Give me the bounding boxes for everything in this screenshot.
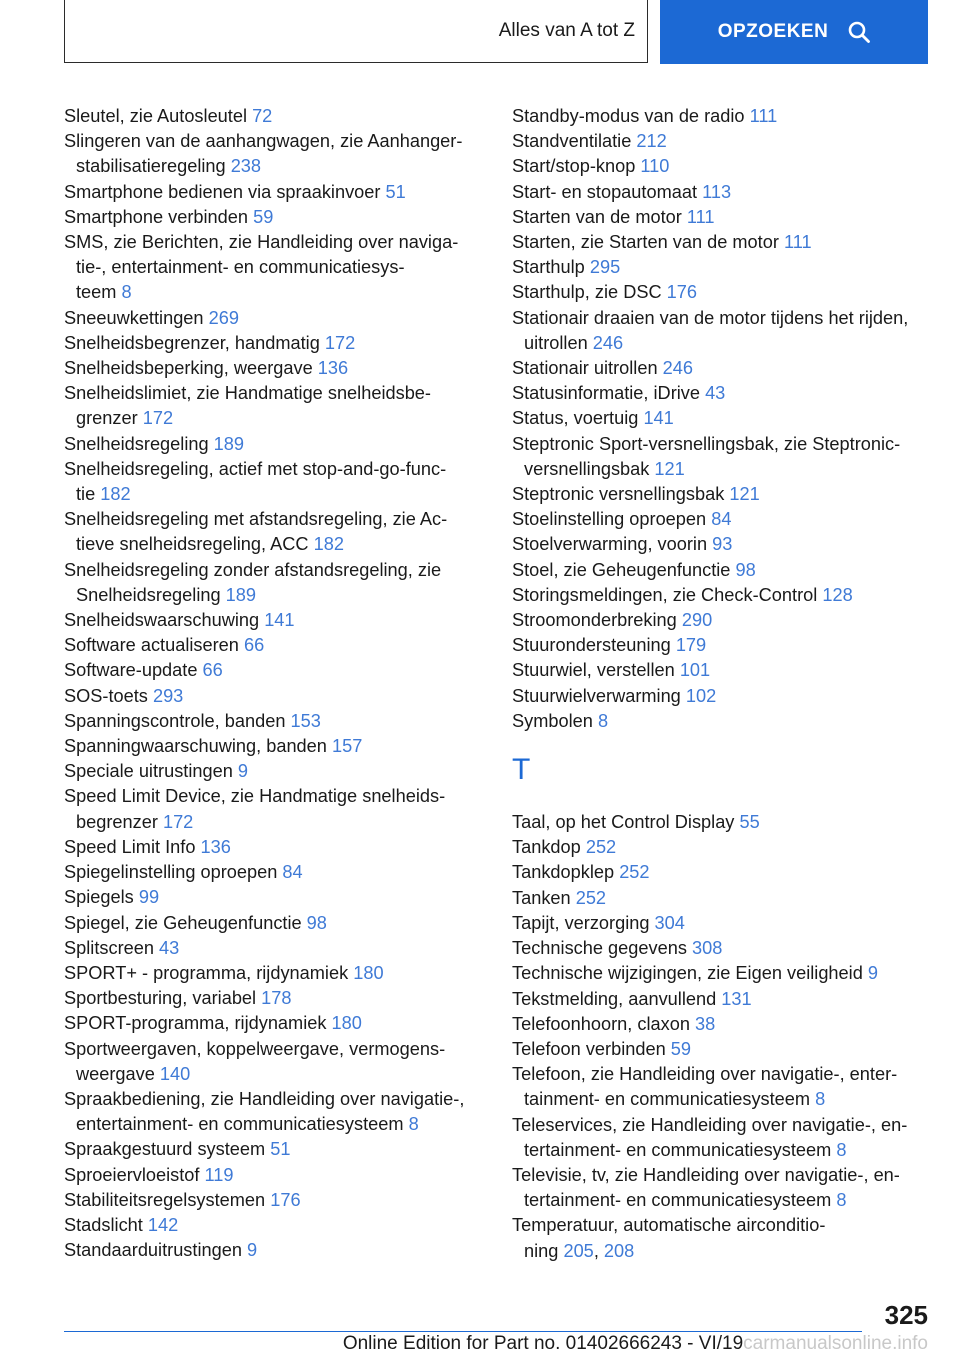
index-entry	[512, 886, 932, 911]
index-entry	[512, 482, 932, 507]
index-entry	[512, 129, 932, 154]
index-entry	[512, 835, 932, 860]
tab-a-to-z[interactable]	[64, 0, 648, 63]
index-entry-text: Tankdopklep	[512, 862, 620, 883]
index-entry-text: tainment- en communicatiesysteem	[524, 1089, 816, 1110]
index-entry-text: Taal, op het Control Display	[512, 812, 740, 833]
page-link[interactable]: 38	[695, 1013, 716, 1034]
index-entry-text: Stuurwiel, verstellen	[512, 660, 680, 681]
index-entry-text: SOS-toets	[64, 685, 153, 706]
index-entry-text: Speciale uitrustingen	[64, 761, 238, 782]
index-entry	[64, 684, 484, 709]
page-link[interactable]: 290	[681, 610, 713, 631]
index-entry-text: stabilisatieregeling	[76, 156, 231, 177]
page-link[interactable]: 172	[162, 811, 194, 832]
page-link[interactable]: 128	[822, 584, 853, 605]
page-link[interactable]: 180	[331, 1013, 362, 1034]
index-entry-text: Sportbesturing, variabel	[64, 988, 262, 1009]
index-entry	[64, 230, 484, 306]
index-entry	[64, 885, 484, 910]
watermark-logo: carmanualsonline.info	[743, 1333, 928, 1354]
page-link[interactable]: 84	[282, 862, 303, 883]
index-entry-text: Software-update	[64, 660, 203, 681]
page-link[interactable]: 246	[662, 358, 693, 379]
index-entry-text: Snelheidsregeling	[76, 584, 226, 605]
page-link[interactable]: 121	[729, 484, 760, 505]
index-entry-text: Standaarduitrustingen	[64, 1240, 248, 1261]
index-entry-text: Stoelverwarming, voorin	[512, 534, 713, 555]
page-link[interactable]: 140	[159, 1063, 191, 1084]
index-entry	[512, 860, 932, 885]
footer-edition: Online Edition for Part no. 01402666243 - VI/19	[342, 1333, 744, 1354]
page-link[interactable]: 295	[589, 257, 621, 278]
index-entry	[512, 558, 932, 583]
index-entry	[512, 658, 932, 683]
index-entry	[64, 1188, 484, 1213]
page-link[interactable]: 8	[408, 1114, 419, 1135]
page-link[interactable]: 8	[815, 1089, 826, 1110]
index-entry-text: Speed Limit Device, zie Handmatige snelheids-	[64, 786, 446, 807]
index-entry	[512, 356, 932, 381]
page-link[interactable]: 131	[721, 988, 752, 1009]
index-entry-text: Stabiliteitsregelsystemen	[64, 1189, 271, 1210]
index-entry	[64, 1137, 484, 1162]
index-entry-text: Standby-modus van de radio	[512, 106, 750, 126]
page-link[interactable]: 141	[264, 610, 295, 631]
index-entry-text: Storingsmeldingen, zie Check-Control	[512, 584, 823, 605]
index-entry	[64, 306, 484, 331]
tab-a-to-z-label: Alles van A tot Z	[498, 20, 635, 41]
index-entry-text: Sneeuwkettingen	[64, 307, 209, 328]
index-entry	[512, 1163, 932, 1213]
index-entry	[64, 457, 484, 507]
index-entry	[512, 507, 932, 532]
page-link[interactable]: 182	[313, 534, 344, 555]
index-entry: Temperatuur, automatische airconditio- ning 205, 208	[512, 1215, 826, 1261]
index-entry-text: Spanningscontrole, banden	[64, 710, 291, 731]
page-link[interactable]: 101	[679, 660, 711, 681]
index-entry	[64, 734, 484, 759]
index-entry-text: Start- en stopautomaat	[512, 181, 703, 202]
page-link[interactable]: 269	[208, 307, 239, 328]
page-link[interactable]: 111	[686, 206, 715, 227]
page-link[interactable]: 111	[783, 232, 812, 253]
page-link[interactable]: 102	[685, 685, 717, 706]
index-entry	[64, 835, 484, 860]
page-link[interactable]: 308	[691, 938, 723, 959]
index-entry-text: Starthulp	[512, 257, 590, 278]
index-entry-text: Technische gegevens	[512, 938, 692, 959]
page-link[interactable]: 252	[585, 837, 617, 858]
page-link[interactable]: 157	[331, 736, 363, 757]
search-button[interactable]	[660, 0, 928, 64]
index-entry	[64, 104, 484, 129]
index-entry-text: Snelheidsregeling zonder afstandsregeling, zie	[64, 559, 442, 580]
page-link[interactable]: 304	[654, 912, 685, 933]
page-link[interactable]: 179	[675, 635, 707, 656]
page-link[interactable]: 43	[159, 937, 180, 958]
page-link[interactable]: 178	[261, 988, 292, 1009]
index-entry-text: Snelheidsregeling met afstandsregeling, zie Ac-	[64, 509, 448, 530]
page-link[interactable]: 9	[247, 1240, 258, 1261]
index-entry	[512, 1037, 932, 1062]
index-entry-text: SMS, zie Berichten, zie Handleiding over naviga-	[64, 232, 459, 253]
index-entry-text: Spiegelinstelling oproepen	[64, 862, 283, 883]
index-entry-text: tertainment- en communicatiesysteem	[524, 1139, 837, 1160]
page-link[interactable]: 59	[253, 206, 274, 227]
index-entry-text: Stationair uitrollen	[512, 358, 663, 379]
index-entry-text: Spraakbediening, zie Handleiding over navigatie-,	[64, 1088, 465, 1109]
index-entry	[512, 406, 932, 431]
index-entry	[512, 280, 932, 305]
magnifier-icon	[848, 21, 870, 43]
index-entry-text: Telefoonhoorn, claxon	[512, 1013, 696, 1034]
index-entry-text: Temperatuur, automatische airconditio-	[512, 1215, 826, 1236]
page-link[interactable]: 51	[385, 181, 406, 202]
index-entry	[512, 911, 932, 936]
index-entry	[64, 205, 484, 230]
page-link[interactable]: 172	[142, 408, 174, 429]
index-entry	[64, 129, 484, 179]
index-entry	[64, 1163, 484, 1188]
index-entry-text: Statusinformatie, iDrive	[512, 383, 706, 404]
index-entry-text: Status, voertuig	[512, 408, 644, 429]
index-entry	[512, 104, 932, 129]
page-link[interactable]: 8	[836, 1139, 847, 1160]
page-link[interactable]: 98	[306, 912, 327, 933]
index-entry-text: Snelheidswaarschuwing	[64, 610, 265, 631]
index-entry-text: SPORT+ - programma, rijdynamiek	[64, 962, 354, 983]
index-entry-text: Tankdop	[512, 837, 586, 858]
index-entry	[512, 608, 932, 633]
index-entry-text: Smartphone bedienen via spraakinvoer	[64, 181, 386, 202]
index-entry	[64, 180, 484, 205]
footer	[343, 1333, 928, 1355]
index-entry	[64, 432, 484, 457]
index-entry-text: Tekstmelding, aanvullend	[512, 988, 722, 1009]
index-entry-text: versnellingsbak	[524, 458, 655, 479]
index-column-left	[64, 104, 484, 1263]
page-link[interactable]: 9	[237, 761, 249, 782]
index-entry	[512, 306, 932, 356]
page-link[interactable]: 66	[243, 635, 265, 656]
index-entry-text: Steptronic Sport-versnellingsbak, zie Steptronic-	[512, 433, 901, 454]
page-link[interactable]: 142	[147, 1214, 179, 1235]
index-entry-text: Teleservices, zie Handleiding over navigatie-, en-	[512, 1114, 908, 1135]
index-entry-text: Snelheidsbegrenzer, handmatig	[64, 332, 325, 353]
index-entry-text: Technische wijzigingen, zie Eigen veiligheid	[512, 963, 868, 984]
index-entry-text: Stationair draaien van de motor tijdens het rijden,	[512, 307, 909, 328]
index-entry-text: Sportweergaven, koppelweergave, vermogens-	[64, 1038, 446, 1059]
index-entry	[64, 658, 484, 683]
index-entry-text: Speed Limit Info	[64, 836, 201, 857]
index-entry-text: ning	[524, 1240, 564, 1261]
index-entry-text: tertainment- en communicatiesysteem	[524, 1190, 837, 1211]
index-entry-text: Spiegels	[64, 887, 139, 908]
index-entry-text: Tapijt, verzorging	[512, 912, 655, 933]
index-entry	[64, 558, 484, 608]
page-link[interactable]: 59	[670, 1038, 691, 1059]
index-column-right	[512, 104, 932, 1264]
page-link[interactable]: 8	[597, 710, 609, 731]
index-entry	[64, 1037, 484, 1087]
index-entry-text: SPORT-programma, rijdynamiek	[64, 1013, 332, 1034]
index-entry-text: Software actualiseren	[64, 635, 244, 656]
index-entry	[512, 154, 932, 179]
index-entry	[64, 381, 484, 431]
page-link[interactable]: 8	[121, 282, 132, 303]
index-entry	[64, 633, 484, 658]
index-entry-text: Televisie, tv, zie Handleiding over navigatie-, en-	[512, 1164, 900, 1185]
page-link[interactable]: 110	[640, 156, 670, 177]
index-entry-text: Stadslicht	[64, 1214, 148, 1235]
index-entry-text: begrenzer	[76, 811, 163, 832]
page-link[interactable]: 84	[711, 509, 732, 530]
page-link[interactable]: 98	[735, 559, 756, 580]
page-link[interactable]: 119	[204, 1164, 234, 1185]
index-entry-text: Telefoon, zie Handleiding over navigatie-, enter-	[512, 1064, 898, 1085]
index-entry	[64, 1087, 484, 1137]
index-entry	[512, 1113, 932, 1163]
page-link[interactable]: 205	[563, 1240, 594, 1261]
index-entry	[512, 810, 932, 835]
page-link[interactable]: 136	[317, 358, 349, 379]
index-entry	[64, 507, 484, 557]
page-link[interactable]: 293	[152, 685, 184, 706]
index-entry-text: weergave	[76, 1063, 160, 1084]
index-entry	[512, 532, 932, 557]
index-entry	[512, 432, 932, 482]
index-entry-text: Starten van de motor	[512, 206, 687, 227]
index-entry-text: Stuurwielverwarming	[512, 685, 686, 706]
page-link[interactable]: 176	[666, 282, 698, 303]
page-number: 325	[884, 1300, 928, 1330]
page-link[interactable]: 182	[100, 484, 131, 505]
index-entry	[64, 608, 484, 633]
index-entry-text: Tanken	[512, 887, 576, 908]
index-entry-text: Stroomonderbreking	[512, 610, 682, 631]
page-link[interactable]: 252	[619, 862, 650, 883]
page-link[interactable]: 189	[213, 433, 245, 454]
index-entry-text: Slingeren van de aanhangwagen, zie Aanhanger-	[64, 131, 463, 152]
index-entry	[64, 911, 484, 936]
index-entry	[512, 583, 932, 608]
page-link[interactable]: 176	[270, 1189, 301, 1210]
page-link[interactable]: 172	[324, 332, 356, 353]
page-link[interactable]: 55	[739, 812, 760, 833]
page-link[interactable]: 113	[702, 181, 732, 202]
index-entry-text: Snelheidsbeperking, weergave	[64, 358, 318, 379]
index-entry	[64, 784, 484, 834]
page-link[interactable]: 9	[867, 963, 878, 984]
top-navigation	[64, 0, 928, 64]
index-entry	[512, 684, 932, 709]
index-entry	[512, 987, 932, 1012]
index-entry	[64, 331, 484, 356]
page-link[interactable]: 93	[712, 534, 733, 555]
index-entry-text: Starthulp, zie DSC	[512, 282, 667, 303]
page-link[interactable]: 252	[575, 887, 607, 908]
index-entry-text: Smartphone verbinden	[64, 206, 254, 227]
index-entry-text: Stoelinstelling oproepen	[512, 509, 712, 530]
index-entry-text: Telefoon verbinden	[512, 1038, 671, 1059]
index-entry-text: grenzer	[76, 408, 143, 429]
index-entry	[512, 633, 932, 658]
index-entry	[512, 180, 932, 205]
index-entry	[512, 936, 932, 961]
page-link[interactable]: 99	[138, 887, 160, 908]
index-entry-text: Spanningwaarschuwing, banden	[64, 736, 332, 757]
footer-divider	[64, 1331, 862, 1332]
page-link[interactable]: 153	[290, 710, 321, 731]
page-link[interactable]: 8	[836, 1190, 847, 1211]
index-entry	[64, 986, 484, 1011]
index-entry	[64, 759, 484, 784]
page-link[interactable]: 180	[353, 962, 384, 983]
index-entry-text: Starten, zie Starten van de motor	[512, 232, 784, 253]
index-entry	[64, 356, 484, 381]
index-entry-text: Splitscreen	[64, 937, 160, 958]
page-link[interactable]: 208	[603, 1240, 635, 1261]
index-entry-text: Standventilatie	[512, 131, 637, 152]
page-link[interactable]: 66	[202, 660, 223, 681]
index-entry	[512, 230, 932, 255]
page-link[interactable]: 238	[230, 156, 262, 177]
page-link[interactable]: 136	[200, 836, 231, 857]
index-entry	[512, 255, 932, 280]
index-entry	[512, 1012, 932, 1037]
index-entry	[64, 860, 484, 885]
section-letter-heading: T	[512, 753, 531, 787]
index-entry-text: Symbolen	[512, 710, 598, 731]
page-link[interactable]: 141	[643, 408, 674, 429]
index-entry-text: entertainment- en communicatiesysteem	[76, 1114, 409, 1135]
page-link[interactable]: 111	[749, 106, 778, 126]
index-entry	[64, 1011, 484, 1036]
index-entry-text: teem	[76, 282, 122, 303]
index-entry	[512, 961, 932, 986]
index-entry-text: Snelheidslimiet, zie Handmatige snelheidsbe-	[64, 383, 431, 404]
index-entry-text: tie-, entertainment- en communicatiesys-	[76, 257, 405, 278]
index-entry	[64, 1213, 484, 1238]
index-entry-text: Start/stop-knop	[512, 156, 641, 177]
index-entry-text: Sproeiervloeistof	[64, 1164, 205, 1185]
page-link[interactable]: 43	[705, 383, 726, 404]
index-entry-text: Spiegel, zie Geheugenfunctie	[64, 912, 307, 933]
index-entry-text: Stoel, zie Geheugenfunctie	[512, 559, 736, 580]
page-link[interactable]: 121	[654, 458, 685, 479]
index-entry-text: Snelheidsregeling, actief met stop-and-go-func-	[64, 458, 447, 479]
index-entry	[64, 936, 484, 961]
index-entry-text: Stuurondersteuning	[512, 635, 676, 656]
search-button-label: OPZOEKEN	[717, 21, 829, 42]
index-entry	[512, 205, 932, 230]
index-entry	[512, 381, 932, 406]
page-link[interactable]: 189	[225, 584, 257, 605]
index-entry-text: uitrollen	[524, 332, 593, 353]
page-link[interactable]: 246	[592, 332, 624, 353]
index-entry	[64, 961, 484, 986]
page-link[interactable]: 51	[270, 1139, 291, 1160]
index-entry-text: Sleutel, zie Autosleutel	[64, 106, 253, 126]
index-entry-text: Steptronic versnellingsbak	[512, 484, 730, 505]
index-entry	[64, 1238, 484, 1263]
page-link[interactable]: 72	[252, 106, 273, 126]
index-entry-text: tieve snelheidsregeling, ACC	[76, 534, 314, 555]
index-entry	[64, 709, 484, 734]
index-entry	[512, 1062, 932, 1112]
index-entry-text: tie	[76, 484, 101, 505]
index-entry-text: Spraakgestuurd systeem	[64, 1139, 271, 1160]
index-entry-text: Snelheidsregeling	[64, 433, 214, 454]
page-link[interactable]: 212	[636, 131, 667, 152]
